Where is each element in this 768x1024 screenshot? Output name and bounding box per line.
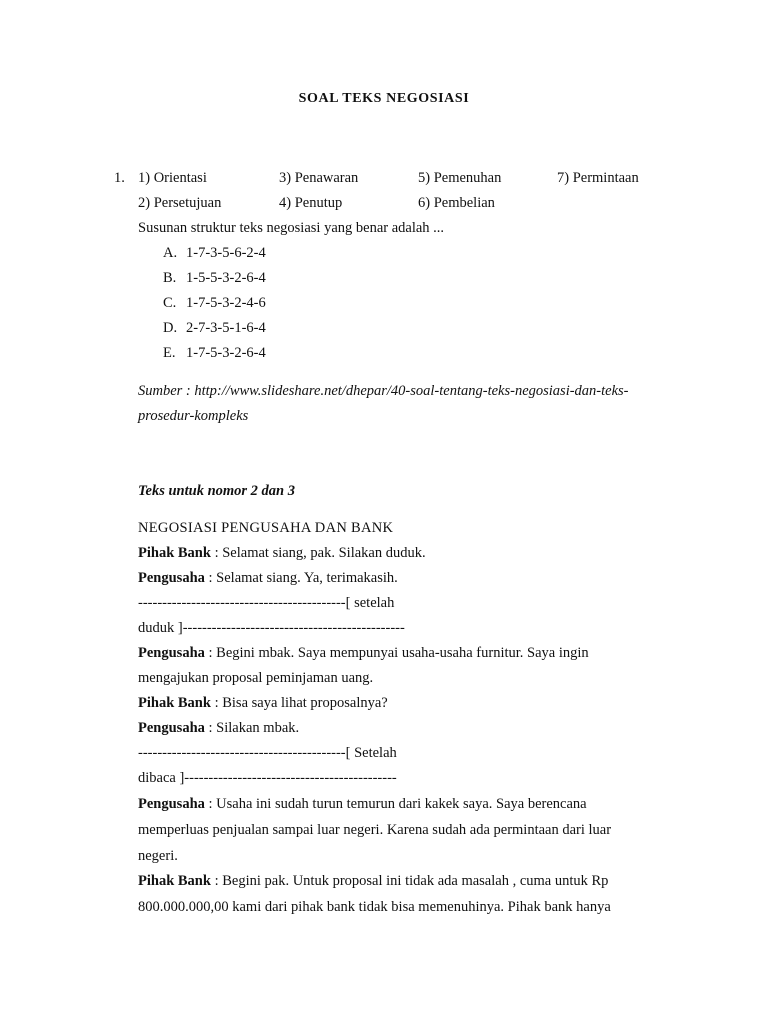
dialogue-text: 800.000.000,00 kami dari pihak bank tidak bisa memenuhinya. Pihak bank hanya [138,899,611,915]
question-prompt: Susunan struktur teks negosiasi yang benar adalah ... [138,220,445,236]
speaker-name: Pihak Bank [138,695,211,711]
structure-item: 2) Persetujuan [138,195,222,211]
passage-heading: Teks untuk nomor 2 dan 3 [138,483,296,499]
dialogue-text: : Begini mbak. Saya mempunyai usaha-usaha furnitur. Saya ingin [204,645,589,661]
dialogue-text: duduk ]---------------------------------------------- [138,620,405,636]
dialogue-line [138,720,299,737]
option-letter: A. [163,245,178,261]
dialogue-line [138,770,397,787]
dialogue-text: : Usaha ini sudah turun temurun dari kakek saya. Saya berencana [204,796,587,812]
dialogue-line [138,796,587,813]
speaker-name: Pengusaha [138,796,205,812]
source-line: Sumber : http://www.slideshare.net/dhepar/40-soal-tentang-teks-negosiasi-dan-teks- [138,383,629,399]
dialogue-text: : Begini pak. Untuk proposal ini tidak ada masalah , cuma untuk Rp [210,873,609,889]
dialogue-line [138,620,405,637]
dialogue-text: : Bisa saya lihat proposalnya? [210,695,388,711]
speaker-name: Pihak Bank [138,545,211,561]
dialogue-line [138,570,398,587]
passage-title: NEGOSIASI PENGUSAHA DAN BANK [138,520,394,536]
speaker-name: Pengusaha [138,570,205,586]
dialogue-text: negeri. [138,848,178,864]
dialogue-line [138,848,178,865]
document-title: SOAL TEKS NEGOSIASI [298,91,470,106]
dialogue-text: : Silakan mbak. [204,720,300,736]
dialogue-text: : Selamat siang. Ya, terimakasih. [204,570,398,586]
option-letter: E. [163,345,176,361]
dialogue-line [138,745,397,762]
dialogue-line [138,645,589,662]
dialogue-line [138,670,373,687]
dialogue-text: : Selamat siang, pak. Silakan duduk. [210,545,426,561]
dialogue-text: -------------------------------------------[ Setelah [138,745,397,761]
speaker-name: Pengusaha [138,720,205,736]
dialogue-line [138,873,608,890]
source-line: prosedur-kompleks [138,408,249,424]
dialogue-text: memperluas penjualan sampai luar negeri. Karena sudah ada permintaan dari luar [138,822,612,838]
dialogue-line [138,899,611,916]
option-text: 1-7-3-5-6-2-4 [186,245,266,261]
option-letter: D. [163,320,178,336]
question-number: 1. [114,170,125,186]
structure-item: 4) Penutup [279,195,343,211]
structure-item: 7) Permintaan [557,170,639,186]
speaker-name: Pihak Bank [138,873,211,889]
option-letter: B. [163,270,177,286]
option-text: 2-7-3-5-1-6-4 [186,320,266,336]
dialogue-line [138,595,394,612]
structure-item: 6) Pembelian [418,195,495,211]
structure-item: 5) Pemenuhan [418,170,502,186]
option-letter: C. [163,295,177,311]
option-text: 1-7-5-3-2-4-6 [186,295,266,311]
structure-item: 3) Penawaran [279,170,359,186]
dialogue-text: -------------------------------------------[ setelah [138,595,395,611]
dialogue-line [138,695,388,712]
option-text: 1-5-5-3-2-6-4 [186,270,266,286]
dialogue-text: mengajukan proposal peminjaman uang. [138,670,374,686]
dialogue-text: dibaca ]-------------------------------------------- [138,770,397,786]
speaker-name: Pengusaha [138,645,205,661]
dialogue-line [138,545,426,562]
option-text: 1-7-5-3-2-6-4 [186,345,266,361]
dialogue-line [138,822,611,839]
structure-item: 1) Orientasi [138,170,207,186]
